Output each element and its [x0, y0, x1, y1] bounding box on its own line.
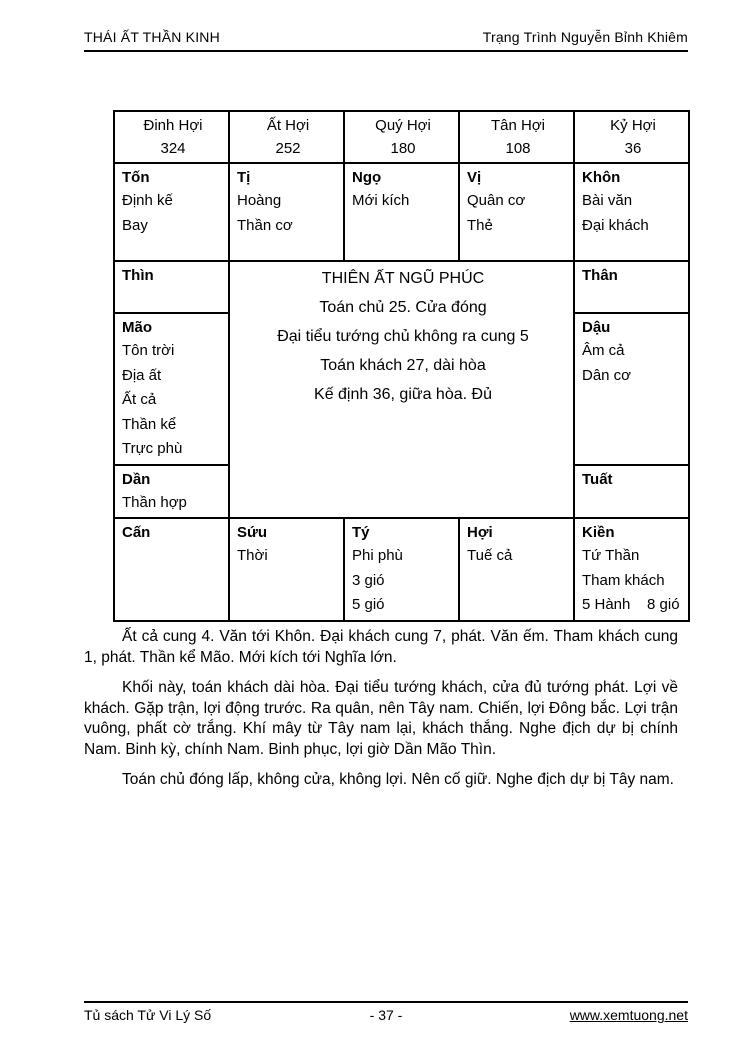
- year-cell-dinh-hoi: [114, 111, 229, 163]
- palace-cell-kien: [574, 518, 689, 621]
- palace-title: Cấn: [122, 524, 151, 541]
- palace-cell-ti: [229, 163, 344, 261]
- palace-entry: Thần cơ: [237, 216, 293, 234]
- palace-entry: Định kế: [122, 192, 173, 209]
- palace-cell-mao: [114, 313, 229, 465]
- year-cell-ky-hoi: [574, 111, 689, 163]
- commentary-paragraph: Toán chủ đóng lấp, không cửa, không lợi. Nên cố giữ. Nghe địch dự bị Tây nam.: [122, 771, 674, 788]
- year-value: 180: [390, 140, 416, 157]
- chart-summary-line: Toán khách 27, dài hòa: [320, 357, 486, 374]
- palace-entry: Hoàng: [237, 192, 282, 209]
- palace-row-mid-1: [114, 261, 689, 313]
- palace-entry: Thần hợp: [122, 493, 187, 511]
- palace-title: Khôn: [582, 169, 621, 186]
- chart-summary-line: Kế định 36, giữa hòa. Đủ: [314, 386, 492, 403]
- year-value: 324: [160, 140, 186, 157]
- year-name: Quý Hợi: [375, 117, 431, 134]
- commentary-paragraph: Khối này, toán khách dài hòa. Đại tiểu tướng khách, cửa đủ tướng phát. Lợi về khách. Gặp trận, lợi động trước. Ra quân, nên Tây nam. Chiến, lợi Đông bắc. Lợi trận vuông, phất cờ trắng. Khí mây từ Tây nam lại, khách thắng. Nghe địch dự bị chính Nam. Binh kỳ, chính Nam. Binh phục, lợi giờ Dần Mão Thìn.: [84, 679, 678, 758]
- palace-row-top: [114, 163, 689, 261]
- thai-at-palace-chart: [113, 110, 690, 622]
- chart-summary-line: Toán chủ 25. Cửa đóng: [319, 299, 487, 316]
- palace-title: Tốn: [122, 169, 150, 186]
- palace-cell-can: [114, 518, 229, 621]
- year-name: Kỷ Hợi: [610, 117, 656, 134]
- year-name: Đinh Hợi: [143, 117, 203, 134]
- palace-entry: Phi phù: [352, 547, 403, 564]
- palace-entry: 3 gió: [352, 571, 385, 589]
- palace-cell-khon: [574, 163, 689, 261]
- palace-entry: Đại khách: [582, 216, 649, 234]
- commentary-section: [84, 627, 678, 801]
- year-name: Tân Hợi: [490, 117, 546, 134]
- palace-cell-ngo: [344, 163, 459, 261]
- header-book-title: THÁI ẤT THẦN KINH: [84, 29, 220, 45]
- palace-title: Hợi: [467, 524, 493, 541]
- palace-cell-dan: [114, 465, 229, 519]
- palace-entry: Địa ất: [122, 366, 162, 384]
- palace-title: Vị: [467, 169, 482, 186]
- palace-entry: Tứ Thần: [582, 547, 640, 564]
- palace-cell-suu: [229, 518, 344, 621]
- palace-entry: Thẻ: [467, 216, 493, 234]
- year-value: 108: [505, 140, 531, 157]
- commentary-paragraph: Ất cả cung 4. Văn tới Khôn. Đại khách cung 7, phát. Văn ếm. Tham khách cung 1, phát. Thần kể Mão. Mới kích tới Nghĩa lớn.: [84, 628, 678, 666]
- palace-title: Kiền: [582, 524, 615, 541]
- palace-title: Dậu: [582, 319, 611, 336]
- year-header-row: [114, 111, 689, 163]
- palace-cell-tuat: [574, 465, 689, 519]
- palace-entry: Tham khách: [582, 571, 665, 589]
- palace-title: Mão: [122, 319, 152, 336]
- palace-cell-hoi: [459, 518, 574, 621]
- palace-entry: 5 gió: [352, 596, 385, 613]
- palace-entry: Thời: [237, 547, 268, 564]
- palace-title: Ngọ: [352, 169, 382, 186]
- palace-entry: Mới kích: [352, 192, 410, 209]
- year-value: 252: [275, 140, 301, 157]
- palace-title: Tị: [237, 169, 251, 186]
- palace-cell-vi: [459, 163, 574, 261]
- palace-title: Tuất: [582, 470, 613, 488]
- year-cell-quy-hoi: [344, 111, 459, 163]
- palace-cell-ty: [344, 518, 459, 621]
- palace-row-bottom: [114, 518, 689, 621]
- year-name: Ất Hợi: [266, 117, 310, 134]
- palace-entry: Tuế cả: [467, 547, 513, 564]
- palace-entry: Trực phù: [122, 440, 183, 457]
- palace-entry: Ất cả: [122, 391, 157, 408]
- palace-entry: Tôn trời: [122, 342, 175, 359]
- palace-cell-than: [574, 261, 689, 313]
- page-header: [84, 29, 688, 52]
- chart-center-summary: [229, 261, 574, 518]
- palace-cell-ton: [114, 163, 229, 261]
- footer-url: www.xemtuong.net: [569, 1007, 688, 1023]
- page-footer: [84, 1001, 688, 1023]
- palace-entry: Âm cả: [582, 342, 625, 359]
- chart-summary-line: Đại tiểu tướng chủ không ra cung 5: [277, 328, 529, 345]
- year-cell-at-hoi: [229, 111, 344, 163]
- palace-entry: Thần kể: [122, 415, 177, 433]
- palace-entry: 5 Hành 8 gió: [582, 596, 680, 613]
- palace-title: Thìn: [122, 267, 154, 284]
- year-value: 36: [624, 140, 642, 157]
- footer-page-number: - 37 -: [369, 1007, 403, 1023]
- palace-title: Tý: [352, 524, 370, 541]
- palace-entry: Bài văn: [582, 192, 633, 209]
- palace-cell-dau: [574, 313, 689, 465]
- palace-title: Dần: [122, 470, 151, 488]
- palace-cell-thin: [114, 261, 229, 313]
- palace-entry: Quân cơ: [467, 192, 526, 209]
- year-cell-tan-hoi: [459, 111, 574, 163]
- palace-title: Sứu: [237, 524, 268, 541]
- footer-series-title: Tủ sách Tử Vi Lý Số: [84, 1007, 212, 1023]
- palace-title: Thân: [582, 267, 618, 284]
- chart-title: THIÊN ẤT NGŨ PHÚC: [321, 270, 485, 287]
- palace-entry: Bay: [122, 216, 148, 234]
- palace-entry: Dân cơ: [582, 366, 632, 384]
- header-author: Trạng Trình Nguyễn Bỉnh Khiêm: [482, 29, 688, 45]
